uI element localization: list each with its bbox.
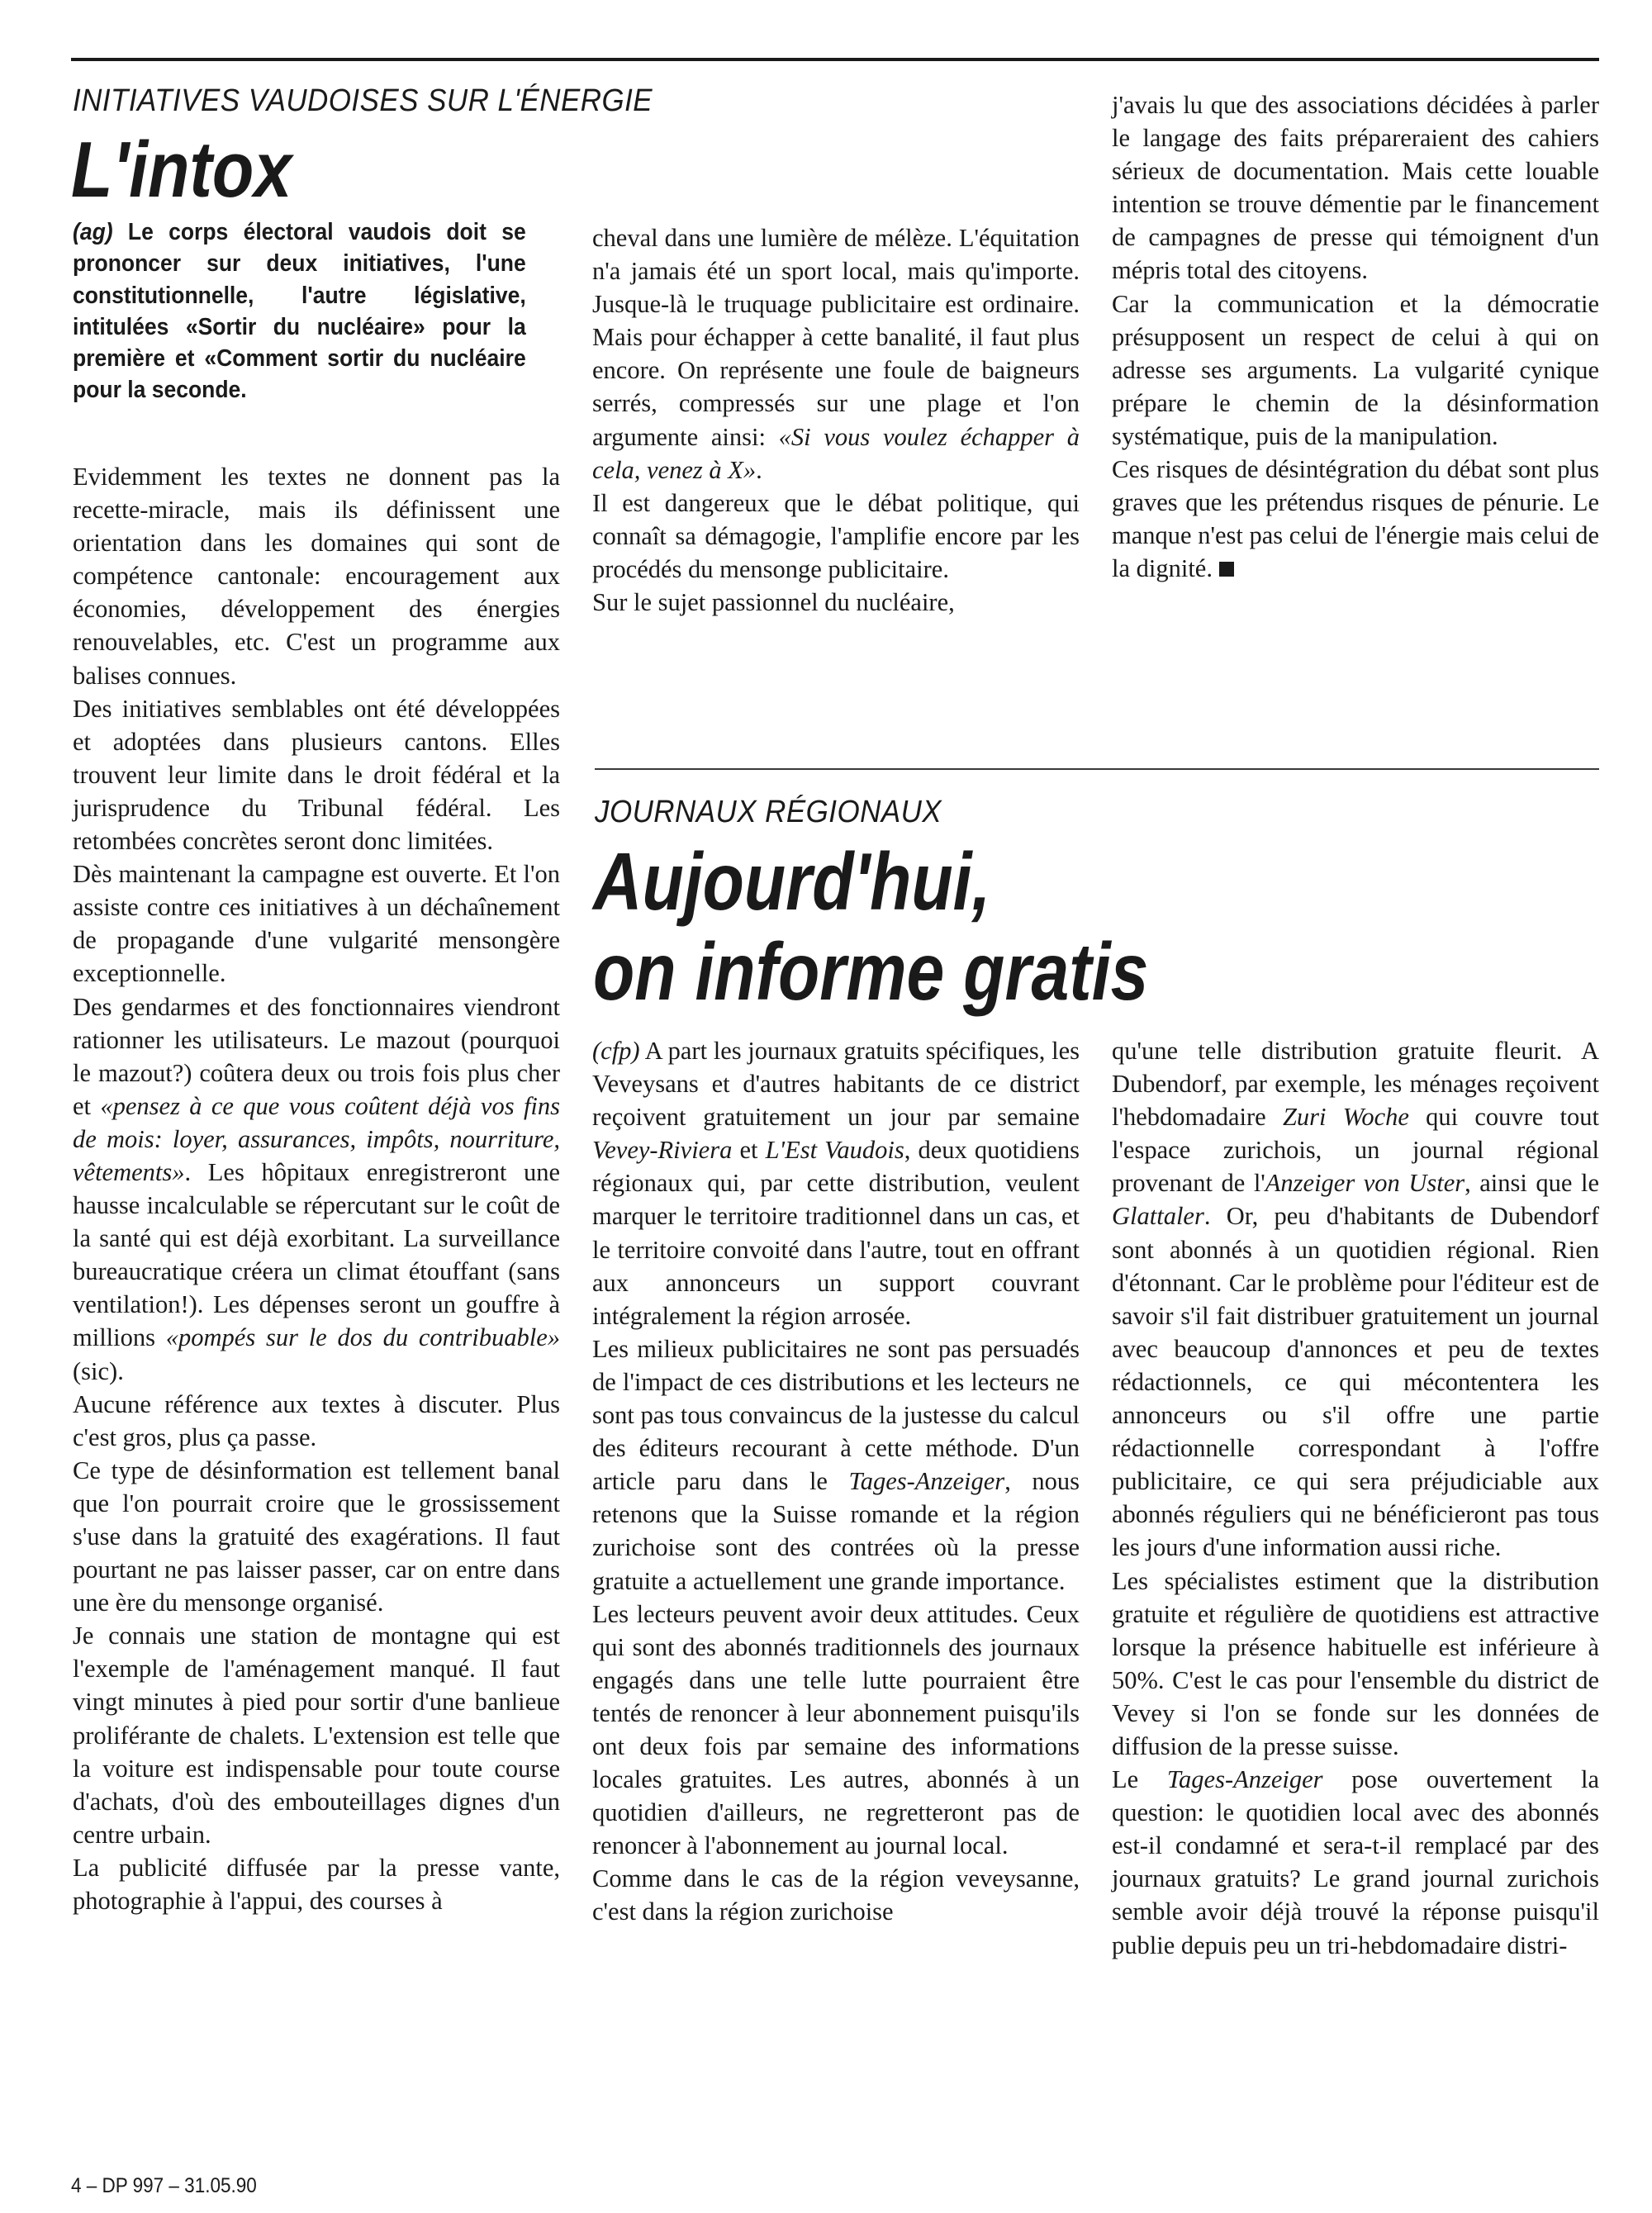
text-run: Evidemment les textes ne donnent pas la recette-miracle, mais ils définissent une orientation dans les domaines qui sont de compétence cantonale: encouragement aux économies, développement des énergies renouvelables, etc. C'est un programme aux balises connues.: [73, 463, 560, 690]
section-divider: [595, 768, 1599, 770]
paragraph: [73, 990, 560, 1388]
text-run: «Si vous voulez échapper à cela, venez à X»: [592, 422, 1080, 484]
paragraph: [1112, 1565, 1599, 1764]
text-run: qu'une telle distribution gratuite fleurit. A Dubendorf, par exemple, les ménages reçoivent l'hebdomadaire: [1112, 1037, 1599, 1132]
text-run: Tages-Anzeiger: [1166, 1765, 1323, 1794]
text-run: Les milieux publicitaires ne sont pas persuadés de l'impact de ces distributions et les lecteurs ne sont pas tous convaincus de la justesse du calcul des éditeurs recourant à cette méthode. D'un article paru dans le: [592, 1334, 1080, 1496]
paragraph: [592, 1332, 1080, 1598]
text-run: Il est dangereux que le débat politique, qui connaît sa démagogie, l'amplifie encore par les procédés du mensonge publicitaire.: [592, 488, 1080, 583]
text-run: cheval dans une lumière de mélèze. L'équitation n'a jamais été un sport local, mais qu'importe. Jusque-là le truquage publicitaire est ordinaire. Mais pour échapper à cette banalité, il faut plus encore. On représente une foule de baigneurs serrés, compressés sur une plage et l'on argumente ainsi:: [592, 224, 1080, 451]
article1-headline: L'intox: [71, 126, 292, 214]
article1-column-1: [73, 460, 560, 1917]
text-run: Glattaler: [1112, 1202, 1204, 1231]
text-run: .: [756, 455, 762, 484]
article2-headline-line1: Aujourd'hui,: [593, 836, 991, 927]
text-run: (sic).: [73, 1356, 124, 1385]
article1-lead: [73, 216, 526, 406]
text-run: Je connais une station de montagne qui est l'exemple de l'aménagement manqué. Il faut vingt minutes à pied pour sortir d'une banlieue proliférante de chalets. L'extension est telle que la voiture est indispensable pour toute course d'achats, d'où des embouteillages dignes d'un centre urbain.: [73, 1622, 560, 1849]
text-run: (cfp): [592, 1037, 640, 1065]
paragraph: [1112, 453, 1599, 585]
text-run: Le: [1112, 1765, 1167, 1794]
article1-kicker: INITIATIVES VAUDOISES SUR L'ÉNERGIE: [73, 83, 653, 118]
text-run: Anzeiger von Uster: [1265, 1169, 1465, 1198]
top-rule: [71, 58, 1599, 61]
text-run: «pompés sur le dos du contribuable»: [165, 1323, 560, 1352]
text-run: (ag): [73, 219, 113, 245]
paragraph: [73, 1851, 560, 1917]
article2-column-1: [592, 1034, 1080, 1929]
text-run: . Les hôpitaux enregistreront une hausse incalculable se répercutant sur le coût de la santé qui est déjà exorbitant. La surveillance bureaucratique créera un climat étouffant (sans ventilation!). Les dépenses seront un gouffre à millions: [73, 1157, 560, 1352]
paragraph: [592, 1598, 1080, 1863]
text-run: A part les journaux gratuits spécifiques, les Veveysans et d'autres habitants de ce district reçoivent gratuitement un jour par semaine: [592, 1037, 1080, 1132]
text-run: Des initiatives semblables ont été développées et adoptées dans plusieurs cantons. Elles trouvent leur limite dans le droit fédéral et la jurisprudence du Tribunal fédéral. Les retombées concrètes seront donc limitées.: [73, 694, 560, 856]
article2-headline-line2: on informe gratis: [593, 926, 1149, 1017]
paragraph: [73, 460, 560, 692]
text-run: L'Est Vaudois: [765, 1136, 904, 1165]
text-run: j'avais lu que des associations décidées à parler le langage des faits prépareraient des cahiers sérieux de documentation. Mais cette louable intention se trouve démentie par le financement de campagnes de presse qui témoignent d'un mépris total des citoyens.: [1112, 91, 1599, 285]
text-run: pose ouvertement la question: le quotidien local avec des abonnés est-il condamné et sera-t-il remplacé par des journaux gratuits? Le grand journal zurichois semble avoir déjà trouvé la réponse puisqu'il publie depuis peu un tri-hebdomadaire distri-: [1112, 1765, 1599, 1959]
text-run: Les lecteurs peuvent avoir deux attitudes. Ceux qui sont des abonnés traditionnels des journaux engagés dans une telle lutte pourraient être tentés de renoncer à leur abonnement puisqu'ils ont deux fois par semaine des informations locales gratuites. Les autres, abonnés à un quotidien d'ailleurs, ne regretteront pas de renoncer à l'abonnement au journal local.: [592, 1599, 1080, 1860]
text-run: , deux quotidiens régionaux qui, par cette distribution, veulent marquer le territoire traditionnel dans un cas, et le territoire convoité dans l'autre, tout en offrant aux annonceurs un support couvrant intégralement la région arrosée.: [592, 1136, 1080, 1330]
article1-lead-paragraph: [73, 216, 526, 406]
paragraph: [73, 1388, 560, 1454]
page-footer: 4 – DP 997 – 31.05.90: [71, 2174, 257, 2197]
text-run: Les spécialistes estiment que la distribution gratuite et régulière de quotidiens est attractive lorsque la présence habituelle est inférieure à 50%. C'est le cas pour l'ensemble du district de Vevey si l'on se fonde sur les données de diffusion de la presse suisse.: [1112, 1566, 1599, 1760]
text-run: qui couvre tout l'espace zurichois, un journal régional provenant de l': [1112, 1103, 1599, 1198]
paragraph: [592, 1034, 1080, 1332]
paragraph: [1112, 287, 1599, 453]
paragraph: [1112, 1763, 1599, 1962]
article2-kicker: JOURNAUX RÉGIONAUX: [595, 795, 942, 829]
end-mark-icon: [1219, 562, 1234, 577]
text-run: Comme dans le cas de la région veveysanne, c'est dans la région zurichoise: [592, 1864, 1080, 1926]
text-run: Dès maintenant la campagne est ouverte. Et l'on assiste contre ces initiatives à un déchaînement de propagande d'une vulgarité mensongère exceptionnelle.: [73, 860, 560, 988]
paragraph: [1112, 1034, 1599, 1565]
text-run: Tages-Anzeiger: [848, 1467, 1005, 1496]
text-run: Sur le sujet passionnel du nucléaire,: [592, 588, 955, 617]
article2-column-2: [1112, 1034, 1599, 1962]
paragraph: [592, 221, 1080, 487]
text-run: et: [732, 1136, 766, 1165]
paragraph: [592, 487, 1080, 586]
text-run: Car la communication et la démocratie présupposent un respect de celui à qui on adresse ses arguments. La vulgarité cynique prépare le chemin de la désinformation systématique, puis de la manipulation.: [1112, 289, 1599, 450]
paragraph: [73, 692, 560, 857]
text-run: Le corps électoral vaudois doit se prononcer sur deux initiatives, l'une constitutionnelle, l'autre législative, intitulées «Sortir du nucléaire» pour la première et «Comment sortir du nucléaire pour la seconde.: [73, 219, 526, 404]
text-run: Zuri Woche: [1282, 1103, 1409, 1132]
paragraph: [592, 586, 1080, 619]
text-run: Ce type de désinformation est tellement banal que l'on pourrait croire que le grossissement s'use dans la gratuité des exagérations. Il faut pourtant ne pas laisser passer, car on entre dans une ère du mensonge organisé.: [73, 1456, 560, 1617]
text-run: , ainsi que le: [1464, 1169, 1600, 1198]
text-run: Des gendarmes et des fonctionnaires viendront rationner les utilisateurs. Le mazout (pourquoi le mazout?) coûtera deux ou trois fois plus cher et: [73, 992, 560, 1120]
paragraph: [73, 857, 560, 990]
text-run: Aucune référence aux textes à discuter. Plus c'est gros, plus ça passe.: [73, 1389, 560, 1451]
paragraph: [592, 1862, 1080, 1928]
article1-column-3: [1112, 88, 1599, 585]
article1-column-2: [592, 221, 1080, 619]
text-run: , nous retenons que la Suisse romande et la région zurichoise sont des contrées où la presse gratuite a actuellement une grande importance.: [592, 1467, 1080, 1595]
paragraph: [73, 1454, 560, 1619]
text-run: Ces risques de désintégration du débat sont plus graves que les prétendus risques de pénurie. Le manque n'est pas celui de l'énergie mais celui de la dignité.: [1112, 455, 1599, 583]
text-run: «pensez à ce que vous coûtent déjà vos fins de mois: loyer, assurances, impôts, nourriture, vêtements»: [73, 1091, 561, 1186]
paragraph: [73, 1619, 560, 1851]
text-run: Vevey-Riviera: [592, 1136, 733, 1165]
paragraph: [1112, 88, 1599, 287]
text-run: . Or, peu d'habitants de Dubendorf sont abonnés à un quotidien régional. Rien d'étonnant. Car le problème pour l'éditeur est de savoir s'il fait distribuer gratuitement un journal avec beaucoup d'annonces et peu de textes rédactionnels, ce qui mécontentera les annonceurs ou s'il offre une partie rédactionnelle correspondant à l'offre publicitaire, ce qui sera préjudiciable aux abonnés réguliers qui ne bénéficieront pas tous les jours d'une information aussi riche.: [1112, 1202, 1599, 1562]
text-run: La publicité diffusée par la presse vante, photographie à l'appui, des courses à: [73, 1853, 560, 1916]
